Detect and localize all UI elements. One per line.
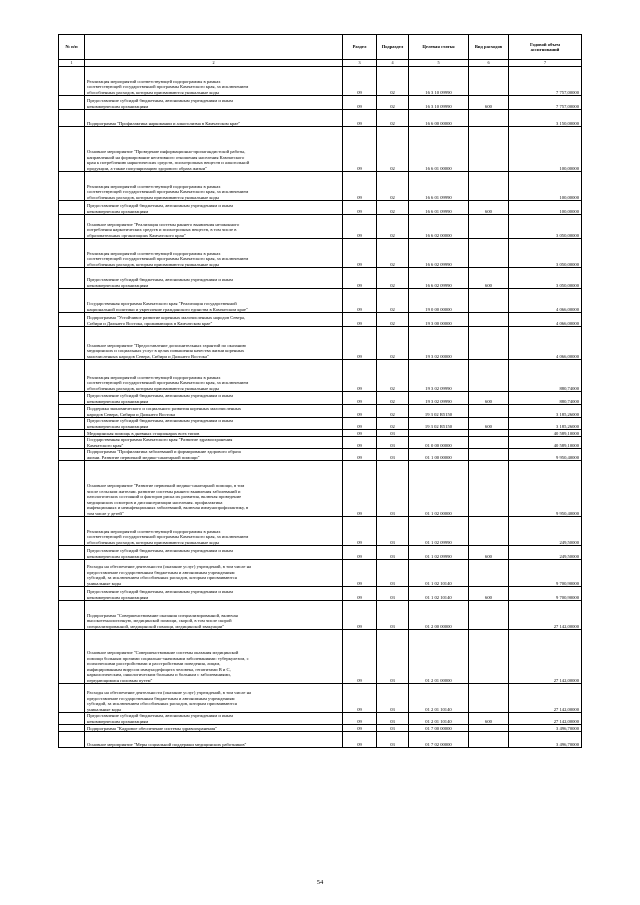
row-number xyxy=(59,96,85,110)
row-number xyxy=(59,430,85,437)
row-target-article: 01 2 01 10140 xyxy=(409,684,469,713)
row-podrazdel: 02 xyxy=(377,127,409,172)
row-podrazdel: 02 xyxy=(377,67,409,96)
row-name: Предоставление субсидий бюджетным, автономным учреждениям и иным некоммерческим организациям xyxy=(85,713,343,725)
row-expense-type xyxy=(469,360,509,392)
row-amount: 40 589,10000 xyxy=(509,430,582,437)
row-razdel: 09 xyxy=(343,360,377,392)
row-target-article: 19 3 02 09990 xyxy=(409,392,469,405)
table-row xyxy=(59,630,582,684)
row-razdel: 09 xyxy=(343,517,377,546)
row-razdel: 09 xyxy=(343,313,377,327)
row-amount: 40 589,10000 xyxy=(509,437,582,449)
row-expense-type: 600 xyxy=(469,268,509,289)
row-name: Основное мероприятие "Совершенствование системы оказания медицинской помощи больным прочими социально-значимыми заболеваниями: туберкулезом, с психическими расстройствами и расстройствами поведения, лицам, инфицированным вирусом иммунодефицита человека, гепатитами В и С, наркологическим, онкологическим больным и больным с заболеваниями, передающимися половым путем" xyxy=(85,630,343,684)
row-number xyxy=(59,405,85,418)
row-target-article: 01 7 02 00000 xyxy=(409,732,469,748)
row-name: Основное мероприятие "Предоставление дополнительных гарантий по оказанию медицинских и социальных услуг в целях повышения качества жизни коренных малочисленных народов Севера, Сибири и Дальнего Востока" xyxy=(85,327,343,360)
row-razdel: 09 xyxy=(343,418,377,430)
header-podrazdel: Подраздел xyxy=(377,35,409,60)
row-podrazdel: 02 xyxy=(377,392,409,405)
table-row xyxy=(59,392,582,405)
table-row xyxy=(59,110,582,127)
row-expense-type: 600 xyxy=(469,96,509,110)
row-number xyxy=(59,517,85,546)
column-number: 5 xyxy=(409,60,469,67)
row-expense-type: 600 xyxy=(469,418,509,430)
row-amount: 3 150,00000 xyxy=(509,110,582,127)
row-amount: 249,50000 xyxy=(509,546,582,560)
row-target-article xyxy=(409,430,469,437)
row-target-article: 19 3 02 R5150 xyxy=(409,405,469,418)
row-target-article: 19 3 02 R5150 xyxy=(409,418,469,430)
header-razdel: Раздел xyxy=(343,35,377,60)
row-number xyxy=(59,630,85,684)
row-podrazdel: 02 xyxy=(377,215,409,239)
row-target-article: 19 3 02 09990 xyxy=(409,360,469,392)
table-row xyxy=(59,517,582,546)
row-target-article: 01 1 02 00000 xyxy=(409,461,469,517)
row-name: Подпрограмма "Профилактика наркомании и алкоголизма в Камчатском крае" xyxy=(85,110,343,127)
row-podrazdel: 03 xyxy=(377,449,409,461)
row-razdel: 09 xyxy=(343,392,377,405)
row-razdel: 09 xyxy=(343,289,377,313)
row-amount: 3 050,00000 xyxy=(509,268,582,289)
row-name: Реализация мероприятий соответствующей подпрограммы в рамках соответствующей государственной программы Камчатского края, за исключением обособленных расходов, которым присваиваются уникальные коды xyxy=(85,67,343,96)
row-razdel: 09 xyxy=(343,560,377,587)
row-podrazdel: 03 xyxy=(377,713,409,725)
row-target-article: 19 0 00 00000 xyxy=(409,289,469,313)
row-number xyxy=(59,437,85,449)
table-row xyxy=(59,172,582,201)
row-target-article: 16 6 02 00000 xyxy=(409,215,469,239)
table-row xyxy=(59,461,582,517)
row-razdel: 09 xyxy=(343,127,377,172)
row-number xyxy=(59,732,85,748)
row-expense-type xyxy=(469,172,509,201)
row-expense-type xyxy=(469,560,509,587)
row-number xyxy=(59,461,85,517)
row-razdel: 09 xyxy=(343,430,377,437)
row-number xyxy=(59,313,85,327)
row-expense-type xyxy=(469,430,509,437)
row-razdel: 09 xyxy=(343,449,377,461)
row-razdel: 09 xyxy=(343,587,377,601)
column-number: 4 xyxy=(377,60,409,67)
row-name: Поддержка экономического и социального развития коренных малочисленных народов Севера, Сибири и Дальнего Востока xyxy=(85,405,343,418)
row-expense-type: 600 xyxy=(469,587,509,601)
row-podrazdel: 02 xyxy=(377,96,409,110)
row-expense-type xyxy=(469,732,509,748)
row-amount: 7 757,00000 xyxy=(509,96,582,110)
row-razdel: 09 xyxy=(343,110,377,127)
row-podrazdel: 03 xyxy=(377,630,409,684)
row-name: Предоставление субсидий бюджетным, автономным учреждениям и иным некоммерческим организациям xyxy=(85,392,343,405)
row-expense-type xyxy=(469,449,509,461)
row-number xyxy=(59,327,85,360)
row-expense-type xyxy=(469,517,509,546)
row-number xyxy=(59,713,85,725)
row-name: Реализация мероприятий соответствующей подпрограммы в рамках соответствующей государственной программы Камчатского края, за исключением обособленных расходов, которым присваиваются уникальные коды xyxy=(85,172,343,201)
row-amount: 27 142,00000 xyxy=(509,601,582,630)
row-target-article: 01 2 00 00000 xyxy=(409,601,469,630)
table-row xyxy=(59,587,582,601)
header-expense-type: Вид расходов xyxy=(469,35,509,60)
row-expense-type xyxy=(469,127,509,172)
row-target-article: 01 2 01 00000 xyxy=(409,630,469,684)
table-row xyxy=(59,449,582,461)
row-expense-type xyxy=(469,684,509,713)
row-expense-type xyxy=(469,327,509,360)
row-number xyxy=(59,289,85,313)
row-target-article: 01 1 02 09990 xyxy=(409,546,469,560)
row-expense-type xyxy=(469,461,509,517)
row-number xyxy=(59,560,85,587)
table-row xyxy=(59,437,582,449)
row-amount: 3 496,70000 xyxy=(509,725,582,732)
table-row xyxy=(59,127,582,172)
table-body xyxy=(59,67,582,748)
row-number xyxy=(59,67,85,96)
table-row xyxy=(59,313,582,327)
row-name: Основное мероприятие "Проведение информационно-пропагандистской работы, направленной на формирование негативного отношения населения Камчатского края к потреблению наркотических средств, психотропных веществ и алкогольной продукции, а также популяризацию здорового образа жизни" xyxy=(85,127,343,172)
row-expense-type xyxy=(469,67,509,96)
row-expense-type xyxy=(469,110,509,127)
row-razdel: 09 xyxy=(343,327,377,360)
row-target-article: 16 6 02 09990 xyxy=(409,239,469,268)
row-podrazdel: 02 xyxy=(377,289,409,313)
row-name: Предоставление субсидий бюджетным, автономным учреждениям и иным некоммерческим организациям xyxy=(85,418,343,430)
row-target-article: 01 1 02 09990 xyxy=(409,517,469,546)
row-razdel: 09 xyxy=(343,630,377,684)
budget-page xyxy=(58,34,581,748)
row-name: Предоставление субсидий бюджетным, автономным учреждениям и иным некоммерческим организациям xyxy=(85,268,343,289)
column-number: 3 xyxy=(343,60,377,67)
header-target-article: Целевая статья xyxy=(409,35,469,60)
column-number: 1 xyxy=(59,60,85,67)
table-row xyxy=(59,725,582,732)
table-row xyxy=(59,67,582,96)
row-amount: 27 142,00000 xyxy=(509,630,582,684)
row-podrazdel: 02 xyxy=(377,110,409,127)
row-podrazdel: 03 xyxy=(377,461,409,517)
row-name: Государственная программа Камчатского края "Реализация государственной национальной политики и укрепление гражданского единства в Камчатском крае" xyxy=(85,289,343,313)
row-name: Основное мероприятие "Реализация системы раннего выявления незаконного потребления наркотических средств и психотропных веществ, в том числе в образовательных организациях Камчатского края" xyxy=(85,215,343,239)
row-target-article: 16 3 10 09990 xyxy=(409,96,469,110)
table-row xyxy=(59,684,582,713)
table-row xyxy=(59,601,582,630)
row-name: Реализация мероприятий соответствующей подпрограммы в рамках соответствующей государственной программы Камчатского края, за исключением обособленных расходов, которым присваиваются уникальные коды xyxy=(85,239,343,268)
row-podrazdel: 03 xyxy=(377,430,409,437)
row-target-article: 16 6 02 09990 xyxy=(409,268,469,289)
row-expense-type: 600 xyxy=(469,201,509,215)
table-row xyxy=(59,430,582,437)
row-expense-type xyxy=(469,289,509,313)
row-amount: 9 950,40000 xyxy=(509,449,582,461)
row-razdel: 09 xyxy=(343,201,377,215)
row-podrazdel: 02 xyxy=(377,327,409,360)
budget-table xyxy=(58,34,582,748)
row-expense-type: 600 xyxy=(469,546,509,560)
row-amount: 4 066,00000 xyxy=(509,327,582,360)
row-expense-type xyxy=(469,313,509,327)
row-podrazdel: 03 xyxy=(377,684,409,713)
row-target-article: 16 6 01 09990 xyxy=(409,201,469,215)
row-razdel: 09 xyxy=(343,67,377,96)
row-podrazdel: 02 xyxy=(377,360,409,392)
row-amount: 27 142,00000 xyxy=(509,713,582,725)
row-amount: 880,74000 xyxy=(509,392,582,405)
header-name xyxy=(85,35,343,60)
row-razdel: 09 xyxy=(343,732,377,748)
table-row xyxy=(59,327,582,360)
row-target-article: 19 3 00 00000 xyxy=(409,313,469,327)
row-target-article: 16 6 00 00000 xyxy=(409,110,469,127)
row-podrazdel: 03 xyxy=(377,546,409,560)
row-razdel: 09 xyxy=(343,725,377,732)
row-expense-type: 600 xyxy=(469,392,509,405)
row-podrazdel: 02 xyxy=(377,239,409,268)
table-row xyxy=(59,713,582,725)
row-expense-type: 600 xyxy=(469,713,509,725)
row-name: Медицинская помощь в дневных стационарах всех типов xyxy=(85,430,343,437)
row-number xyxy=(59,201,85,215)
row-number xyxy=(59,418,85,430)
row-target-article: 01 1 02 10140 xyxy=(409,587,469,601)
row-razdel: 09 xyxy=(343,684,377,713)
row-number xyxy=(59,725,85,732)
table-row xyxy=(59,96,582,110)
row-number xyxy=(59,684,85,713)
row-razdel: 09 xyxy=(343,437,377,449)
table-row xyxy=(59,418,582,430)
row-razdel: 09 xyxy=(343,713,377,725)
row-number xyxy=(59,601,85,630)
row-amount: 3 050,00000 xyxy=(509,215,582,239)
table-row xyxy=(59,405,582,418)
table-row xyxy=(59,268,582,289)
row-target-article: 01 1 00 00000 xyxy=(409,449,469,461)
row-name: Подпрограмма "Профилактика заболеваний и формирование здорового образа жизни. Развитие первичной медико-санитарной помощи" xyxy=(85,449,343,461)
row-number xyxy=(59,392,85,405)
row-number xyxy=(59,268,85,289)
row-name: Предоставление субсидий бюджетным, автономным учреждениям и иным некоммерческим организациям xyxy=(85,96,343,110)
row-name: Предоставление субсидий бюджетным, автономным учреждениям и иным некоммерческим организациям xyxy=(85,546,343,560)
row-podrazdel: 02 xyxy=(377,313,409,327)
row-target-article: 16 6 01 09990 xyxy=(409,172,469,201)
row-amount: 3 050,00000 xyxy=(509,239,582,268)
row-expense-type xyxy=(469,725,509,732)
row-target-article: 01 2 01 10140 xyxy=(409,713,469,725)
row-expense-type xyxy=(469,630,509,684)
row-name: Подпрограмма "Совершенствование оказания специализированной, включая высокотехнологичную, медицинской помощи, скорой, в том числе скорой специализированной, медицинской помощи, медицинской эвакуации" xyxy=(85,601,343,630)
row-podrazdel: 03 xyxy=(377,725,409,732)
row-podrazdel: 03 xyxy=(377,601,409,630)
row-amount: 249,50000 xyxy=(509,517,582,546)
row-podrazdel: 02 xyxy=(377,201,409,215)
row-amount: 100,00000 xyxy=(509,201,582,215)
row-number xyxy=(59,449,85,461)
row-name: Расходы на обеспечение деятельности (оказание услуг) учреждений, в том числе на предоставление государственным бюджетным и автономным учреждениям субсидий, за исключением обособленных расходов, которым присваиваются уникальные коды xyxy=(85,560,343,587)
row-podrazdel: 02 xyxy=(377,405,409,418)
row-name: Реализация мероприятий соответствующей подпрограммы в рамках соответствующей государственной программы Камчатского края, за исключением обособленных расходов, которым присваиваются уникальные коды xyxy=(85,517,343,546)
row-razdel: 09 xyxy=(343,268,377,289)
row-podrazdel: 03 xyxy=(377,517,409,546)
row-number xyxy=(59,172,85,201)
row-target-article: 01 1 02 10140 xyxy=(409,560,469,587)
row-target-article: 01 0 00 00000 xyxy=(409,437,469,449)
row-target-article: 16 3 10 09990 xyxy=(409,67,469,96)
row-amount: 3 185,26000 xyxy=(509,418,582,430)
row-number xyxy=(59,360,85,392)
row-number xyxy=(59,546,85,560)
row-amount: 9 700,90000 xyxy=(509,560,582,587)
header-row xyxy=(59,35,582,60)
column-number-row xyxy=(59,60,582,67)
row-razdel: 09 xyxy=(343,215,377,239)
row-podrazdel: 02 xyxy=(377,268,409,289)
row-razdel: 09 xyxy=(343,546,377,560)
row-amount: 27 142,00000 xyxy=(509,684,582,713)
row-amount: 100,00000 xyxy=(509,172,582,201)
table-row xyxy=(59,239,582,268)
table-row xyxy=(59,289,582,313)
row-podrazdel: 03 xyxy=(377,437,409,449)
row-amount: 3 185,26000 xyxy=(509,405,582,418)
row-expense-type xyxy=(469,239,509,268)
row-target-article: 01 7 00 00000 xyxy=(409,725,469,732)
header-annual-amount: Годовой объем ассигнований xyxy=(509,35,582,60)
table-row xyxy=(59,360,582,392)
column-number: 2 xyxy=(85,60,343,67)
row-number xyxy=(59,239,85,268)
row-number xyxy=(59,127,85,172)
row-podrazdel: 02 xyxy=(377,418,409,430)
row-name: Государственная программа Камчатского края "Развитие здравоохранения Камчатского края" xyxy=(85,437,343,449)
row-razdel: 09 xyxy=(343,239,377,268)
table-row xyxy=(59,560,582,587)
row-amount: 3 496,70000 xyxy=(509,732,582,748)
row-name: Подпрограмма "Устойчивое развитие коренных малочисленных народов Севера, Сибири и Дальнего Востока, проживающих в Камчатском крае" xyxy=(85,313,343,327)
row-razdel: 09 xyxy=(343,96,377,110)
row-razdel: 09 xyxy=(343,461,377,517)
row-amount: 7 757,00000 xyxy=(509,67,582,96)
row-amount: 9 700,90000 xyxy=(509,587,582,601)
page-number: 54 xyxy=(316,879,324,886)
column-number: 7 xyxy=(509,60,582,67)
table-row xyxy=(59,215,582,239)
row-razdel: 09 xyxy=(343,172,377,201)
row-number xyxy=(59,587,85,601)
row-target-article: 19 3 02 00000 xyxy=(409,327,469,360)
row-number xyxy=(59,215,85,239)
row-name: Предоставление субсидий бюджетным, автономным учреждениям и иным некоммерческим организациям xyxy=(85,587,343,601)
row-podrazdel: 03 xyxy=(377,560,409,587)
row-expense-type xyxy=(469,405,509,418)
row-podrazdel: 03 xyxy=(377,732,409,748)
row-name: Основное мероприятие "Меры социальной поддержки медицинских работников" xyxy=(85,732,343,748)
header-number: № п/п xyxy=(59,35,85,60)
row-podrazdel: 03 xyxy=(377,587,409,601)
row-amount: 9 950,40000 xyxy=(509,461,582,517)
table-row xyxy=(59,201,582,215)
row-razdel: 09 xyxy=(343,405,377,418)
row-expense-type xyxy=(469,215,509,239)
row-number xyxy=(59,110,85,127)
row-razdel: 09 xyxy=(343,601,377,630)
column-number: 6 xyxy=(469,60,509,67)
row-name: Расходы на обеспечение деятельности (оказание услуг) учреждений, в том числе на предоставление государственным бюджетным и автономным учреждениям субсидий, за исключением обособленных расходов, которым присваиваются уникальные коды xyxy=(85,684,343,713)
table-row xyxy=(59,732,582,748)
row-podrazdel: 02 xyxy=(377,172,409,201)
row-amount: 880,74000 xyxy=(509,360,582,392)
row-amount: 4 066,00000 xyxy=(509,313,582,327)
row-amount: 4 066,00000 xyxy=(509,289,582,313)
row-target-article: 16 6 01 00000 xyxy=(409,127,469,172)
row-name: Подпрограмма "Кадровое обеспечение системы здравоохранения" xyxy=(85,725,343,732)
table-row xyxy=(59,546,582,560)
row-expense-type xyxy=(469,437,509,449)
row-name: Реализация мероприятий соответствующей подпрограммы в рамках соответствующей государственной программы Камчатского края, за исключением обособленных расходов, которым присваиваются уникальные коды xyxy=(85,360,343,392)
row-name: Предоставление субсидий бюджетным, автономным учреждениям и иным некоммерческим организациям xyxy=(85,201,343,215)
row-expense-type xyxy=(469,601,509,630)
row-name: Основное мероприятие "Развитие первичной медико-санитарной помощи, в том числе сельским жителям. развитие системы раннего выявления заболеваний и патологических состояний и факторов риска их развития, включая проведение медицинских осмотров и диспансеризации населения. профилактика инфекционных и неинфекционных заболеваний, включая иммунопрофилактику, в том числе у детей" xyxy=(85,461,343,517)
row-amount: 100,00000 xyxy=(509,127,582,172)
